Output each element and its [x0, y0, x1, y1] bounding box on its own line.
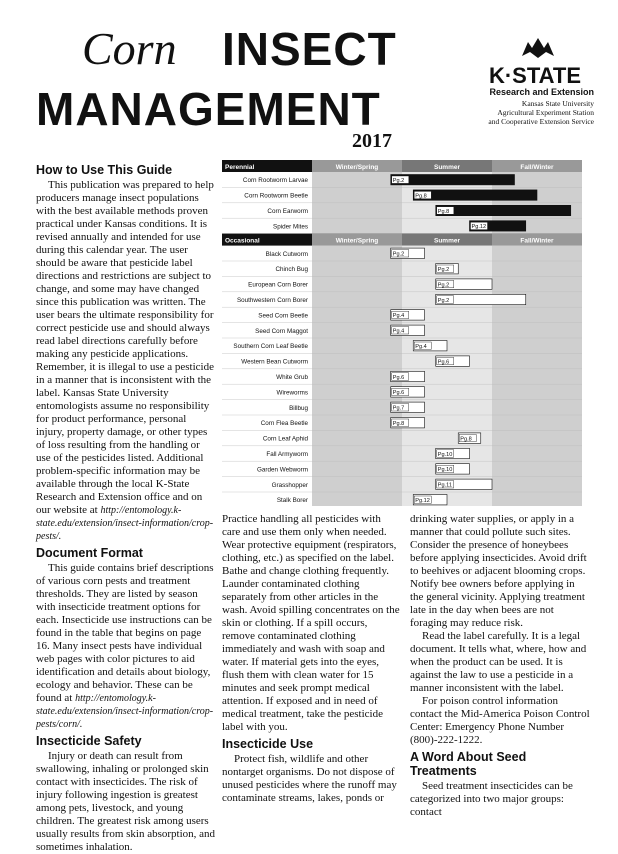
heading-document-format: Document Format	[36, 546, 143, 560]
pest-activity-bar	[391, 175, 515, 185]
paragraph-seed-treatments: Seed treatment insecticides can be categorized into two major groups: contact	[410, 780, 573, 818]
column-2	[222, 513, 400, 805]
pest-calendar-chart	[222, 160, 586, 506]
pest-label: Western Bean Cutworm	[241, 358, 308, 366]
heading-insecticide-safety: Insecticide Safety	[36, 734, 142, 748]
page-reference-label: Pg.8	[437, 208, 450, 215]
publication-year: 2017	[352, 130, 392, 152]
page-reference-label: Pg.2	[392, 251, 405, 258]
season-shading	[492, 246, 582, 506]
paragraph-insecticide-use: Protect fish, wildlife and other nontarget organisms. Do not dispose of unused pesticides where the runoff may contaminate streams, lakes, ponds or	[222, 753, 397, 804]
page-reference-label: Pg.4	[392, 313, 405, 320]
season-label: Summer	[433, 237, 461, 245]
paragraph-how-to-use: This publication was prepared to help producers manage insect populations with the best available methods proven practical under Kansas conditions. It is revised annually and intended for use during this calendar year. The user should be aware that pesticide label directions and restrictions are subject to change, and some may have changed since this publication was written. The user bears the ultimate responsibility for correct pesticide use and should always read label directions carefully before making any pesticide applications. Remember, it is illegal to use a pesticide in a manner that is inconsistent with the label. Kansas State University entomologists assume no responsibility for product performance, personal injury, property damage, or other types of loss resulting from the handling or use of the pesticides listed. Additional problem-specific information may be available through the local K-State Research and Extension office and on our website at http://entomology.k-state.edu/extension/insect-information/crop-pests/.	[36, 179, 214, 542]
heading-insecticide-use: Insecticide Use	[222, 737, 314, 751]
logo-line: and Cooperative Extension Service	[488, 117, 594, 126]
page-reference-label: Pg.6	[437, 359, 450, 366]
column-1	[36, 160, 216, 854]
pest-label: Corn Earworm	[267, 208, 308, 215]
pest-label: Southern Corn Leaf Beetle	[233, 343, 308, 351]
logo-line: Agricultural Experiment Station	[497, 108, 594, 117]
column-3	[410, 513, 590, 819]
heading-how-to-use: How to Use This Guide	[36, 163, 173, 177]
pest-label: Corn Rootworm Larvae	[242, 177, 308, 185]
page-reference-label: Pg.12	[415, 498, 430, 504]
link-corn-pests[interactable]: http://entomology.k-state.edu/extension/insect-information/crop-pests/corn/.	[36, 693, 214, 730]
pest-label: Billbug	[289, 404, 308, 412]
season-shading	[312, 246, 402, 506]
pest-label: Corn Rootworm Beetle	[244, 192, 308, 200]
pest-label: Black Cutworm	[265, 250, 308, 258]
group-label: Perennial	[225, 164, 255, 171]
page-reference-label: Pg.6	[392, 390, 405, 397]
pest-label: White Grub	[276, 374, 308, 381]
pest-label: Chinch Bug	[275, 266, 308, 274]
pest-label: Garden Webworm	[257, 466, 308, 474]
logo-tagline: Research and Extension	[489, 87, 594, 97]
pest-label: Fall Armyworm	[266, 451, 308, 458]
page-reference-label: Pg.2	[437, 267, 450, 273]
page-reference-label: Pg.11	[437, 482, 452, 489]
page-reference-label: Pg.8	[460, 436, 472, 443]
season-label: Fall/Winter	[520, 237, 554, 245]
group-label: Occasional	[225, 237, 260, 245]
pest-label: Wireworms	[276, 389, 308, 397]
pest-label: Corn Flea Beetle	[260, 420, 308, 428]
page-reference-label: Pg.8	[392, 421, 405, 427]
pest-activity-bar	[413, 190, 537, 200]
season-label: Summer	[433, 164, 461, 171]
pest-label: Grasshopper	[271, 481, 308, 489]
page-reference-label: Pg.8	[415, 193, 427, 200]
title-corn: Corn	[82, 23, 177, 74]
pest-label: Spider Mites	[273, 223, 308, 231]
logo-brand: K·STATE	[488, 63, 582, 88]
pest-label: Seed Corn Maggot	[255, 327, 308, 335]
pest-label: Southwestern Corn Borer	[236, 297, 308, 304]
link-crop-pests[interactable]: http://entomology.k-state.edu/extension/insect-information/crop-pests/.	[36, 505, 214, 542]
pest-activity-bar	[436, 205, 571, 215]
page-reference-label: Pg.4	[392, 328, 405, 335]
title-management: MANAGEMENT	[36, 83, 381, 135]
paragraph-document-format: This guide contains brief descriptions of various corn pests and treatment thresholds. They are listed by season with insecticide treatment options for each. Insecticide use instructions can be found in the table that begins on page 16. Many insect pests have individual web pages with color pictures to aid identification and details about biology, ecology and behavior. These can be found at http://entomology.k-state.edu/extension/insect-information/crop-pests/corn/.	[36, 562, 214, 730]
page-reference-label: Pg.2	[392, 178, 405, 184]
heading-seed-treatments: A Word About Seed Treatments	[410, 750, 527, 778]
paragraph-read-label: Read the label carefully. It is a legal document. It tells what, where, how and when the product can be used. It is against the law to use a pesticide in a manner inconsistent with the label.	[410, 630, 587, 694]
paragraph-handling: Practice handling all pesticides with care and use them only when needed. Wear protective equipment (respirators, clothing, etc.) as specified on the label. Bathe and change clothing frequently. Launder contaminated clothing separately from other articles in the wash. Avoid spilling concentrates on the skin or clothing. If a spill occurs, remove contaminated clothing immediately and wash with soap and water. If material gets into the eyes, flush them with clean water for 15 minutes and seek prompt medical attention. If exposed and in need of medical treatment, take the pesticide label with you.	[222, 513, 400, 733]
title-insect: INSECT	[222, 23, 397, 75]
pest-label: European Corn Borer	[248, 281, 308, 289]
paragraph-poison-control: For poison control information contact the Mid-America Poison Control Center: Emergency Phone Number (800)-222-1222.	[410, 695, 590, 746]
page-reference-label: Pg.10	[437, 451, 453, 458]
logo-line: Kansas State University	[521, 99, 594, 108]
page-reference-label: Pg.10	[437, 467, 453, 474]
season-label: Fall/Winter	[520, 164, 554, 171]
page-reference-label: Pg.6	[392, 374, 405, 381]
paragraph-insecticide-safety: Injury or death can result from swallowing, inhaling or prolonged skin contact with insecticides. The risk of injury following ingestion is greatest among pets, livestock, and young children. The greatest risk among users usually results from skin absorption, and sometimes inhalation.	[36, 750, 216, 853]
paragraph-water-supplies: drinking water supplies, or apply in a manner that could pollute such sites. Consider the presence of honeybees before applying insecticides. Avoid drift to beehives or adjacent blooming crops. Notify bee owners before applying in the general vicinity. Applying treatment late in the day when bees are not foraging may reduce risk.	[410, 513, 587, 629]
page-reference-label: Pg.2	[437, 297, 450, 304]
kstate-logo	[476, 36, 594, 126]
pest-label: Seed Corn Beetle	[258, 312, 308, 320]
pest-label: Corn Leaf Aphid	[262, 435, 308, 443]
page-reference-label: Pg.12	[471, 224, 487, 231]
pest-label: Stalk Borer	[276, 497, 308, 505]
page-reference-label: Pg.2	[437, 282, 450, 289]
wildcat-icon	[520, 36, 556, 60]
page-reference-label: Pg.7	[392, 405, 405, 412]
season-label: Winter/Spring	[335, 237, 379, 245]
season-label: Winter/Spring	[335, 164, 379, 171]
page-reference-label: Pg.4	[415, 344, 427, 350]
